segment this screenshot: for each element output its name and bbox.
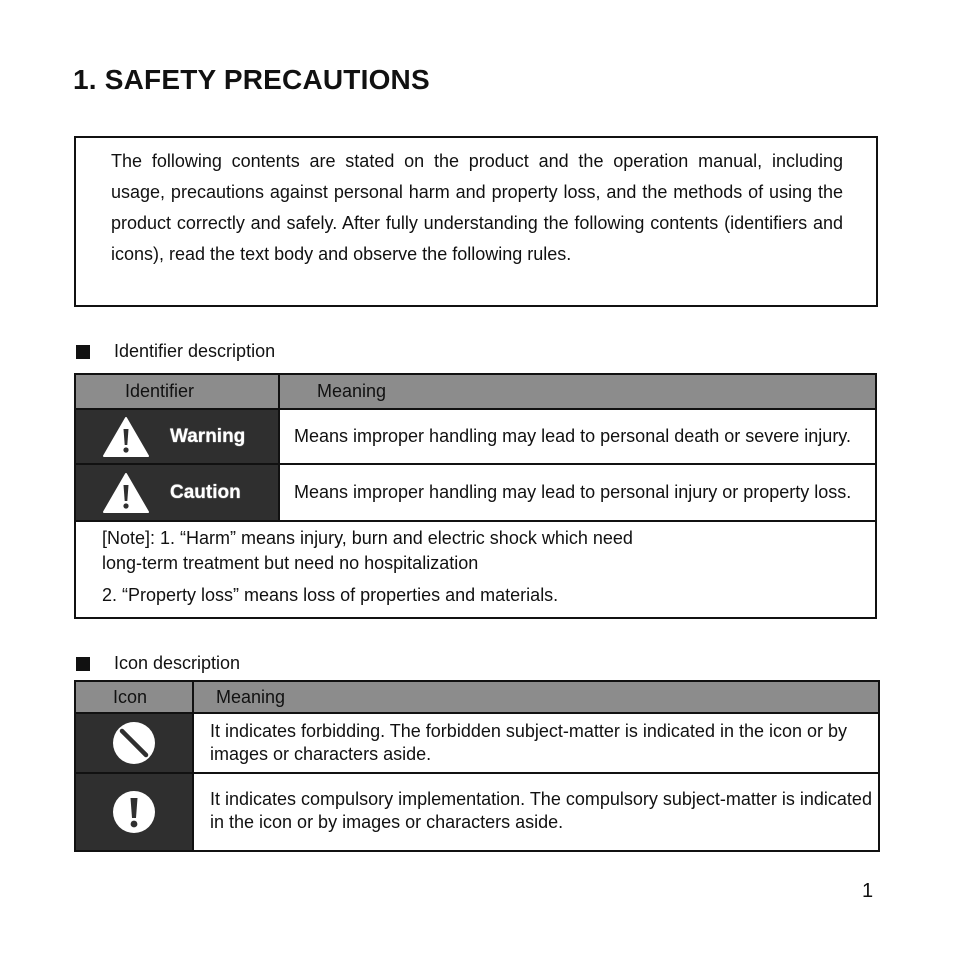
icon-table-header (75, 681, 879, 713)
note-line-3: 2. “Property loss” means loss of properties and materials. (102, 585, 559, 605)
note-line-2: long-term treatment but need no hospitalization (102, 553, 479, 573)
identifier-table (74, 373, 877, 619)
bullet-square-icon (76, 345, 90, 359)
prohibition-icon-cell (75, 713, 193, 773)
table-row (75, 773, 879, 851)
intro-text: The following contents are stated on the product and the operation manual, including usage, precautions against personal harm and property loss, and the methods of using the product correctly and safely. After fully understanding the following contents (identifiers and icons), read the text body and observe the following rules. (111, 151, 843, 264)
prohibition-icon (112, 721, 156, 765)
col-meaning-header: Meaning (279, 374, 876, 409)
note-cell (75, 521, 876, 618)
table-row (75, 464, 876, 521)
icon-heading-label: Icon description (114, 653, 241, 673)
caution-identifier-cell (75, 464, 279, 521)
mandatory-meaning: It indicates compulsory implementation. The compulsory subject-matter is indicated in the icon or by images or characters aside. (193, 773, 879, 851)
page-title: 1. SAFETY PRECAUTIONS (73, 64, 430, 95)
col-meaning-header: Meaning (193, 681, 879, 713)
table-row (75, 409, 876, 464)
intro-box (74, 136, 878, 307)
col-identifier-header: Identifier (75, 374, 279, 409)
identifier-table-header (75, 374, 876, 409)
bullet-square-icon (76, 657, 90, 671)
caution-triangle-icon (102, 472, 150, 514)
col-icon-header: Icon (75, 681, 193, 713)
icon-table (74, 680, 880, 852)
warning-label: Warning (170, 425, 246, 447)
identifier-heading-label: Identifier description (114, 341, 276, 361)
caution-meaning: Means improper handling may lead to personal injury or property loss. (279, 464, 876, 521)
warning-meaning: Means improper handling may lead to personal death or severe injury. (279, 409, 876, 464)
warning-triangle-icon (102, 416, 150, 458)
prohibition-meaning: It indicates forbidding. The forbidden subject-matter is indicated in the icon or by images or characters aside. (193, 713, 879, 773)
mandatory-icon-cell (75, 773, 193, 851)
caution-label: Caution (170, 481, 241, 503)
note-line-1: [Note]: 1. “Harm” means injury, burn and electric shock which need (102, 528, 633, 548)
note-row (75, 521, 876, 618)
table-row (75, 713, 879, 773)
identifier-section-heading (76, 341, 275, 362)
icon-section-heading (76, 653, 240, 674)
mandatory-exclamation-icon (112, 790, 156, 834)
page-number: 1 (862, 880, 874, 902)
warning-identifier-cell (75, 409, 279, 464)
